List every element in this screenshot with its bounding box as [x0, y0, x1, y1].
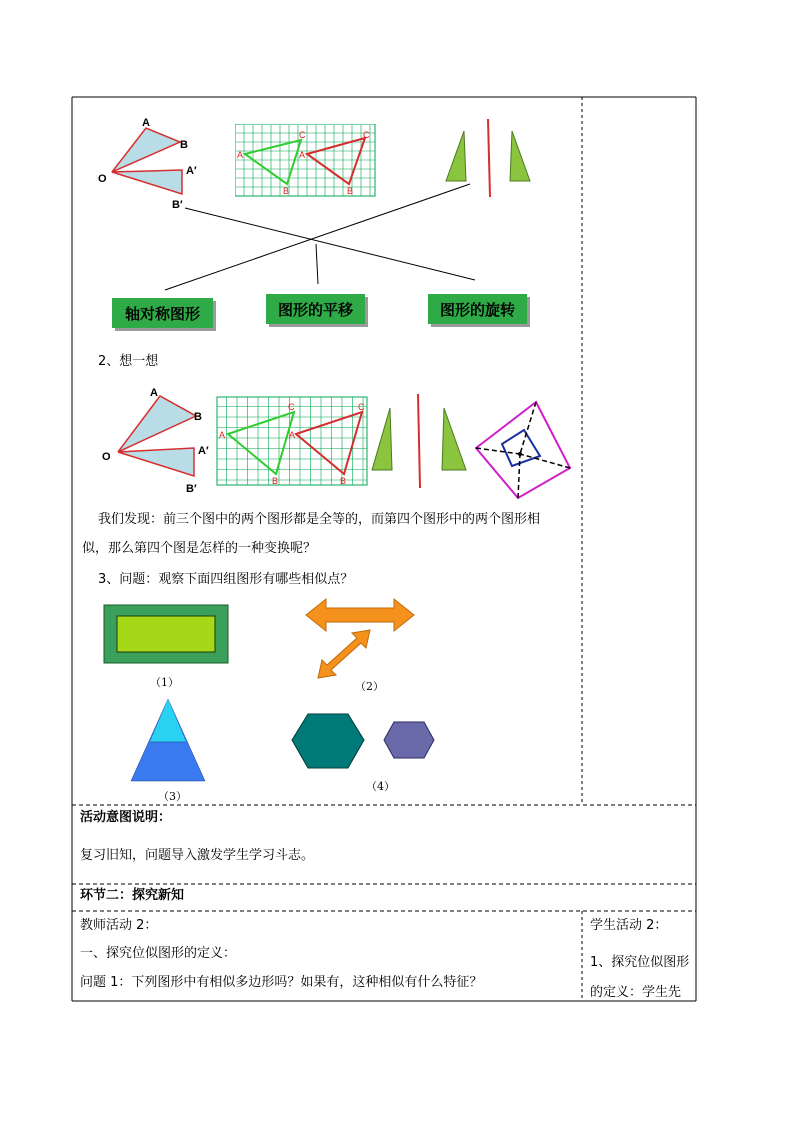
- student-line-1: 1、探究位似图形: [590, 955, 690, 970]
- caption-4: （4）: [366, 780, 395, 793]
- grid2-label-c: C: [288, 402, 295, 412]
- teacher-title: 教师活动 2：: [80, 918, 158, 933]
- grid2-label-b: B: [272, 476, 279, 486]
- stage2-title: 环节二：探究新知: [80, 888, 185, 903]
- grid2-label-b2: B: [340, 476, 347, 486]
- box-axial-symmetry-label: 轴对称图形: [124, 304, 200, 323]
- grid-label-a: A: [237, 150, 244, 160]
- question-3: 3、问题：观察下面四组图形有哪些相似点？: [98, 572, 354, 587]
- caption-2: （2）: [355, 680, 384, 693]
- box-translation: [266, 294, 365, 324]
- intent-title: 活动意图说明：: [80, 810, 172, 825]
- reflection-figure-2: [368, 390, 473, 490]
- student-title: 学生活动 2：: [590, 918, 668, 933]
- box-rotation-label: 图形的旋转: [439, 300, 515, 319]
- student-line-2: 的定义：学生先: [590, 985, 682, 1000]
- grid-label-c2: C: [363, 130, 370, 140]
- nested-rectangles: [103, 604, 229, 664]
- box-translation-label: 图形的平移: [277, 300, 353, 319]
- grid-label-c: C: [299, 130, 306, 140]
- grid2-label-a: A: [219, 430, 226, 440]
- teacher-item-1: 一、探究位似图形的定义：: [80, 946, 237, 961]
- homothety-figure: [472, 398, 574, 502]
- caption-1: （1）: [150, 676, 179, 689]
- box-axial-symmetry: [112, 298, 213, 328]
- label-a: A: [142, 117, 150, 129]
- section2-title: 2、想一想: [98, 354, 159, 369]
- discovery-line-2: 似，那么第四个图是怎样的一种变换呢？: [82, 541, 317, 556]
- grid2-label-a2: A: [289, 430, 296, 440]
- teacher-question-1: 问题 1：下列图形中有相似多边形吗？如果有，这种相似有什么特征？: [80, 975, 483, 990]
- label2-b-prime: B′: [186, 483, 197, 495]
- label2-b: B: [194, 411, 202, 423]
- label-o: O: [98, 173, 107, 185]
- grid-label-b2: B: [347, 186, 354, 196]
- label-a-prime: A′: [186, 165, 197, 177]
- connector-lines: [140, 180, 500, 305]
- hexagons: [290, 712, 438, 772]
- caption-3: （3）: [158, 790, 187, 803]
- translation-grid-2: [216, 396, 370, 488]
- label2-a-prime: A′: [198, 445, 209, 457]
- label2-a: A: [150, 387, 158, 399]
- double-arrows: [304, 596, 418, 682]
- label-b: B: [180, 139, 188, 151]
- label-b-prime: B′: [172, 199, 183, 211]
- layered-triangle: [130, 698, 206, 782]
- grid-label-a2: A: [299, 150, 306, 160]
- intent-text: 复习旧知，问题导入激发学生学习斗志。: [80, 848, 315, 863]
- box-rotation: [428, 294, 527, 324]
- grid-label-b: B: [283, 186, 290, 196]
- grid2-label-c2: C: [358, 402, 365, 412]
- label2-o: O: [102, 451, 111, 463]
- discovery-line-1: 我们发现：前三个图中的两个图形都是全等的，而第四个图形中的两个图形相: [98, 512, 541, 527]
- rotation-figure-2: [100, 380, 212, 495]
